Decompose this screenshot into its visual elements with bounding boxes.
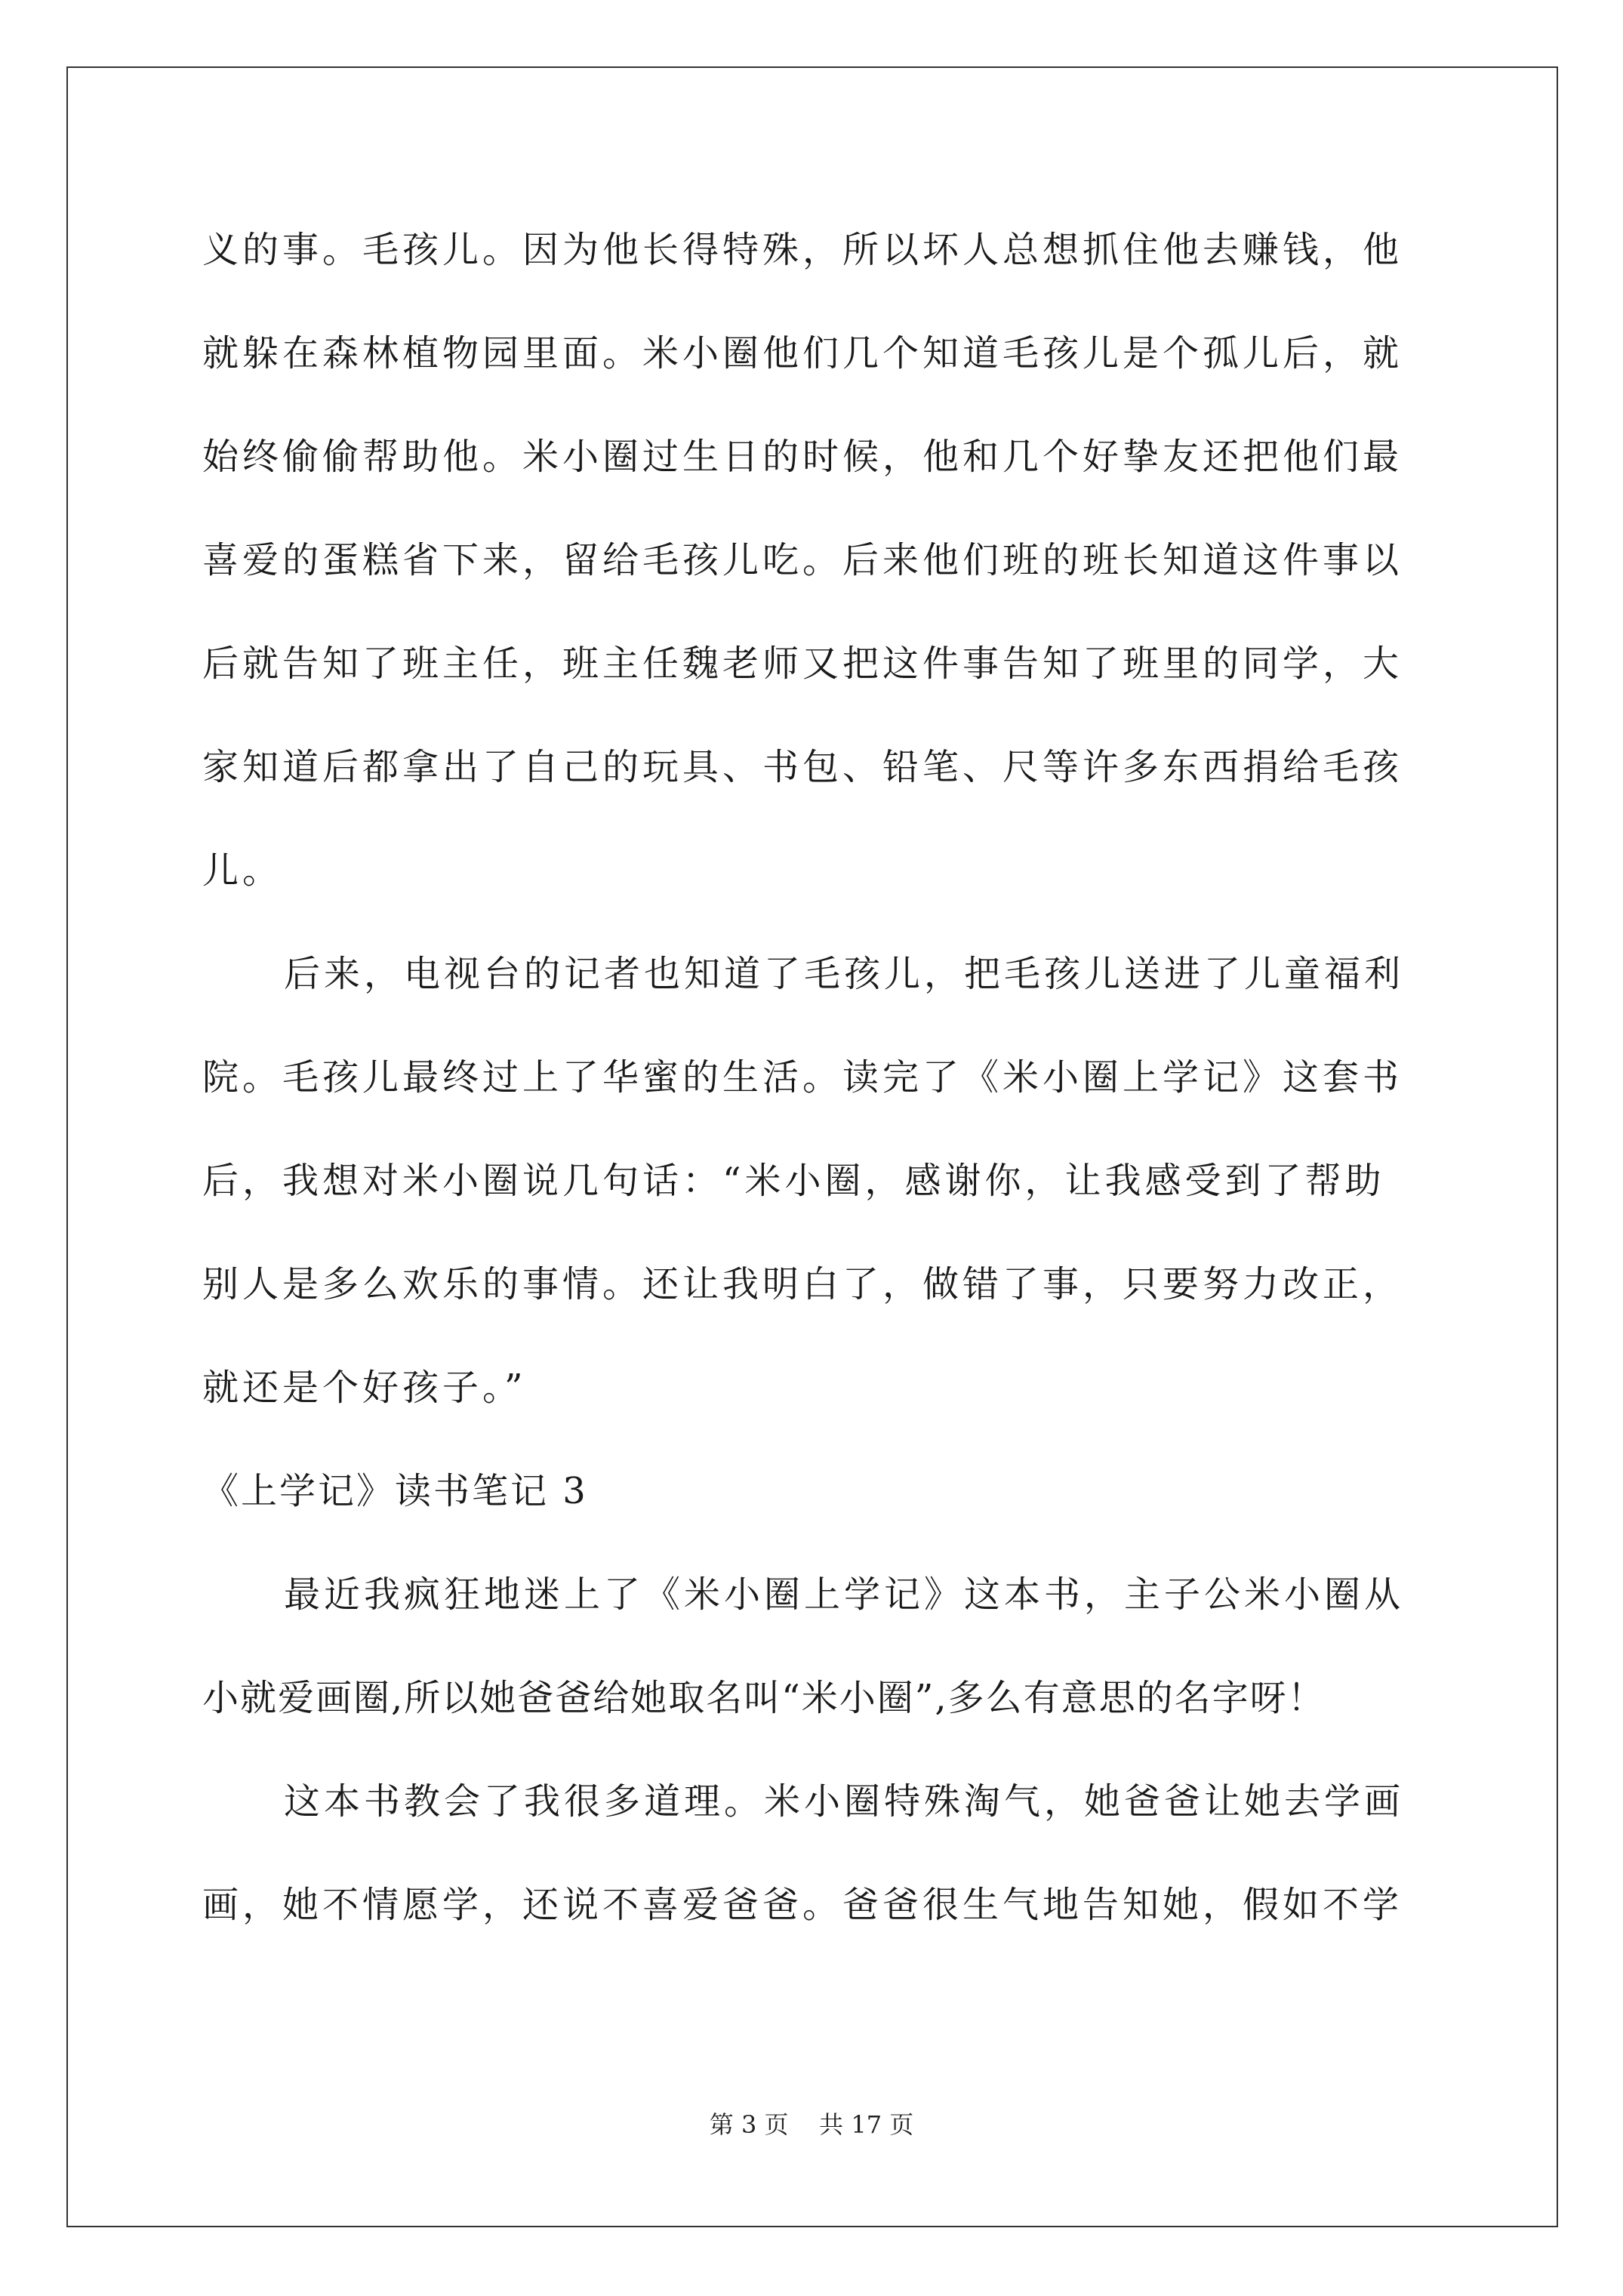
text-line: 小就爱画圈,所以她爸爸给她取名叫“米小圈”,多么有意思的名字呀！ xyxy=(202,1677,1326,1719)
paragraph-start-line: 后来，电视台的记者也知道了毛孩儿，把毛孩儿送进了儿童福利 xyxy=(284,953,1405,995)
text-line: 后就告知了班主任，班主任魏老师又把这件事告知了班里的同学，大 xyxy=(202,643,1403,685)
text-line: 喜爱的蛋糕省下来，留给毛孩儿吃。后来他们班的班长知道这件事以 xyxy=(202,539,1403,581)
text-line: 义的事。毛孩儿。因为他长得特殊，所以坏人总想抓住他去赚钱，他 xyxy=(202,229,1403,271)
page-number: 第 3 页 共 17 页 xyxy=(709,2110,914,2139)
text-line: 就躲在森林植物园里面。米小圈他们几个知道毛孩儿是个孤儿后，就 xyxy=(202,332,1403,374)
text-line: 就还是个好孩子。” xyxy=(202,1367,527,1409)
page-footer xyxy=(0,2110,1623,2140)
paragraph-start-line: 最近我疯狂地迷上了《米小圈上学记》这本书，主子公米小圈从 xyxy=(284,1573,1405,1616)
text-line: 始终偷偷帮助他。米小圈过生日的时候，他和几个好挚友还把他们最 xyxy=(202,436,1403,478)
document-body xyxy=(202,223,1419,1982)
text-line: 别人是多么欢乐的事情。还让我明白了，做错了事，只要努力改正， xyxy=(202,1263,1403,1305)
text-line: 画，她不情愿学，还说不喜爱爸爸。爸爸很生气地告知她，假如不学 xyxy=(202,1884,1403,1926)
paragraph-start-line: 这本书教会了我很多道理。米小圈特殊淘气，她爸爸让她去学画 xyxy=(284,1780,1405,1823)
section-heading: 《上学记》读书笔记 3 xyxy=(202,1470,588,1512)
text-line: 儿。 xyxy=(202,849,283,892)
text-line: 家知道后都拿出了自己的玩具、书包、铅笔、尺等许多东西捐给毛孩 xyxy=(202,746,1403,788)
text-line: 院。毛孩儿最终过上了华蜜的生活。读完了《米小圈上学记》这套书 xyxy=(202,1056,1403,1099)
text-line: 后，我想对米小圈说几句话：“米小圈，感谢你，让我感受到了帮助 xyxy=(202,1160,1385,1202)
